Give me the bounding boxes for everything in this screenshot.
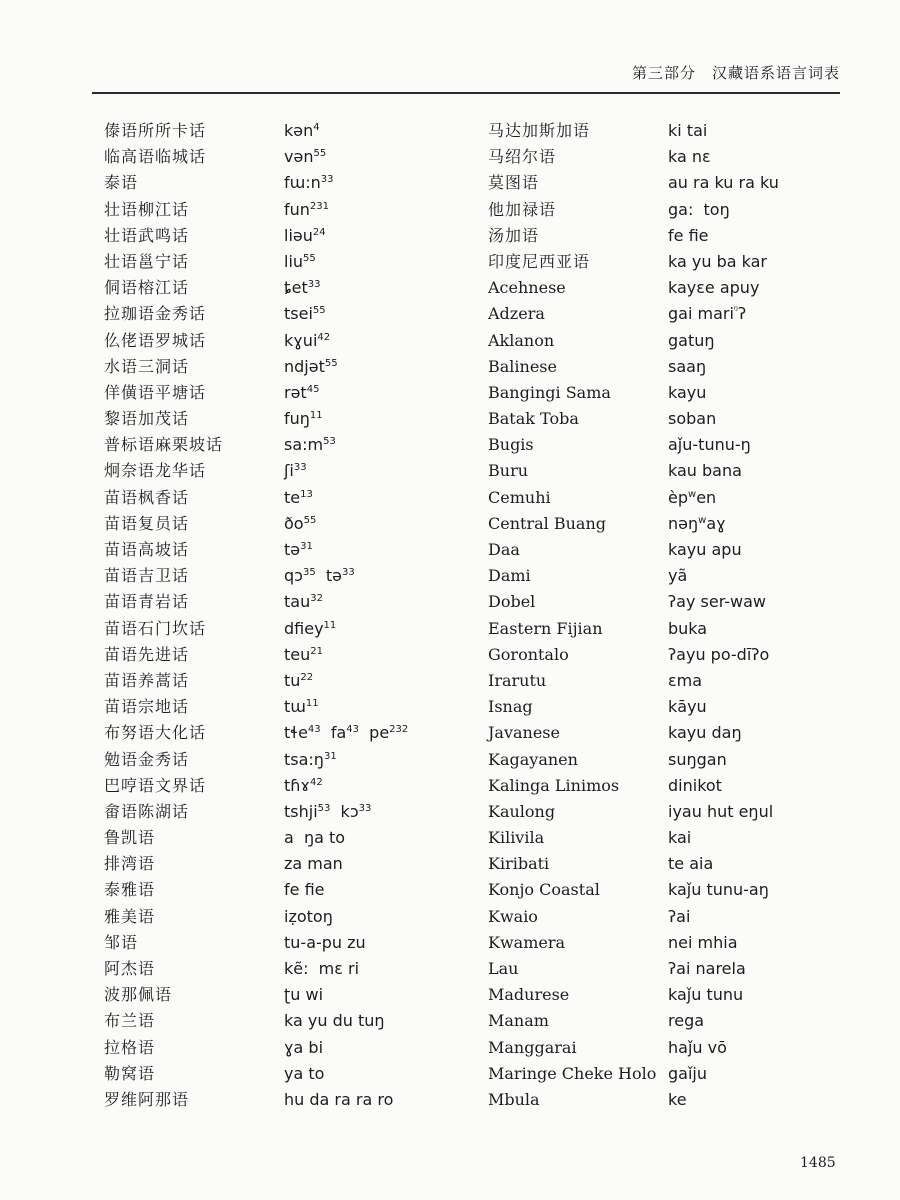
language-name: Bugis <box>488 435 534 455</box>
language-name: Dami <box>488 566 531 586</box>
language-name: 汤加语 <box>488 225 540 245</box>
tone-superscript: 13 <box>300 488 313 500</box>
language-name: 阿杰语 <box>104 959 156 978</box>
word-segment: gai mari <box>668 304 734 324</box>
language-name: Acehnese <box>488 278 566 298</box>
language-name: Daa <box>488 540 520 559</box>
language-name: Kiribati <box>488 854 550 874</box>
language-name: Kwaio <box>488 906 538 926</box>
word-form <box>668 223 858 249</box>
word-segment: iyau hut eŋul <box>668 801 774 821</box>
word-form <box>668 432 858 458</box>
word-segment: tə <box>284 540 301 559</box>
language-name: 黎语加茂话 <box>104 409 190 429</box>
language-name: Isnag <box>488 697 533 717</box>
language-name: 拉珈语金秀话 <box>104 304 207 324</box>
language-name: Manggarai <box>488 1037 577 1057</box>
tone-superscript: 24 <box>312 226 326 238</box>
tone-superscript: 55 <box>303 252 316 264</box>
language-name: Kilivila <box>488 828 545 848</box>
word-form <box>668 877 858 903</box>
word-segment: ke <box>668 1089 687 1109</box>
word-form <box>668 642 858 668</box>
word-form <box>668 485 858 511</box>
word-form <box>668 616 858 642</box>
word-segment: gatuŋ <box>668 330 715 350</box>
tone-superscript: 232 <box>389 724 409 736</box>
word-form <box>284 773 474 799</box>
language-name: Konjo Coastal <box>488 880 600 900</box>
word-form <box>284 747 474 773</box>
word-form <box>668 170 858 196</box>
running-header: 第三部分 汉藏语系语言词表 <box>631 64 840 82</box>
language-name: 傣语所所卡话 <box>104 121 207 140</box>
word-segment: ʔayu po-dīʔo <box>668 644 770 664</box>
word-segment: te <box>284 487 301 507</box>
language-name: 苗语宗地话 <box>104 697 190 717</box>
word-form <box>284 197 474 223</box>
word-segment: vən <box>284 147 314 167</box>
word-form <box>284 118 474 144</box>
word-form <box>284 930 474 956</box>
language-name: 壮语邕宁话 <box>104 251 190 271</box>
word-segment: kaǰu tunu <box>668 985 744 1005</box>
word-form <box>284 616 474 642</box>
word-segment: tsei <box>284 304 313 324</box>
word-form <box>668 197 858 223</box>
word-segment: ʔ <box>738 304 747 324</box>
word-segment: aǰu-tunu-ŋ <box>668 435 751 455</box>
word-segment: rət <box>284 382 307 402</box>
word-form <box>284 825 474 851</box>
word-form <box>284 380 474 406</box>
tone-superscript: 33 <box>307 279 321 291</box>
word-form <box>284 301 474 327</box>
word-form <box>668 458 858 484</box>
language-name: 他加禄语 <box>488 199 557 219</box>
word-segment: kɣui <box>284 330 318 350</box>
left-word-column <box>284 118 474 1113</box>
language-name: Eastern Fijian <box>488 618 603 638</box>
word-segment: kayɛe apuy <box>668 278 760 298</box>
language-name: 印度尼西亚语 <box>488 251 591 271</box>
language-name: 水语三洞话 <box>104 356 190 376</box>
word-segment: qɔ <box>284 566 303 586</box>
word-form <box>284 1008 474 1034</box>
word-segment: au ra ku ra ku <box>668 173 779 193</box>
word-segment: ȶet <box>284 278 308 298</box>
language-name: 普标语麻栗坡话 <box>104 435 224 455</box>
word-segment: tɬe <box>284 723 308 743</box>
right-word-column <box>668 118 858 1113</box>
word-segment: nəŋ <box>668 513 699 533</box>
word-form <box>668 380 858 406</box>
tone-superscript: 55 <box>312 305 326 317</box>
language-name: Manam <box>488 1011 549 1031</box>
language-name: 炯奈语龙华话 <box>104 461 207 481</box>
word-form <box>284 485 474 511</box>
tone-superscript: 31 <box>323 750 337 762</box>
tone-superscript: 43 <box>307 724 321 736</box>
word-segment: fun <box>284 199 310 219</box>
word-form <box>284 799 474 825</box>
word-segment: tsa:ŋ <box>284 749 324 769</box>
language-name: 佯僙语平塘话 <box>104 382 207 402</box>
word-segment: ʃi <box>284 461 294 481</box>
left-language-column <box>104 118 274 1113</box>
language-name: Madurese <box>488 985 570 1005</box>
header-rule <box>92 92 840 94</box>
tone-superscript: 53 <box>317 802 331 814</box>
language-name: 邹语 <box>104 932 139 952</box>
tone-superscript: 55 <box>313 148 327 160</box>
language-name: 排湾语 <box>104 854 156 874</box>
language-name: Kaulong <box>488 801 556 821</box>
word-segment: liu <box>284 251 304 271</box>
word-form <box>284 1061 474 1087</box>
word-segment: fa <box>320 723 347 743</box>
language-name: Kwamera <box>488 932 566 952</box>
word-form <box>668 773 858 799</box>
word-segment: fɯ:n <box>284 173 321 193</box>
word-form <box>284 328 474 354</box>
language-name: 壮语武鸣话 <box>104 225 190 245</box>
word-segment: fuŋ <box>284 409 310 429</box>
word-form <box>668 1008 858 1034</box>
word-segment: tshji <box>284 801 318 821</box>
language-name: Aklanon <box>488 330 555 350</box>
language-name: 畲语陈湖话 <box>104 801 190 821</box>
word-form <box>668 354 858 380</box>
word-form <box>284 432 474 458</box>
tone-superscript: 33 <box>293 462 307 474</box>
word-segment: ʔai <box>668 906 691 926</box>
language-name: 拉格语 <box>104 1037 156 1057</box>
language-name: 波那佩语 <box>104 985 173 1005</box>
tone-superscript: 53 <box>323 436 336 448</box>
word-form <box>668 825 858 851</box>
word-form <box>668 406 858 432</box>
language-name: 勉语金秀话 <box>104 749 190 769</box>
word-form <box>668 982 858 1008</box>
word-form <box>668 563 858 589</box>
word-segment: fe fie <box>668 225 709 245</box>
word-segment: ʔai narela <box>668 959 746 978</box>
word-segment: ga: toŋ <box>668 199 730 219</box>
word-form <box>668 144 858 170</box>
tone-superscript: 33 <box>358 802 372 814</box>
tone-superscript: 43 <box>346 724 359 736</box>
tone-superscript: w <box>698 514 707 526</box>
language-name: 壮语柳江话 <box>104 199 190 219</box>
word-segment: gaǐju <box>668 1063 707 1083</box>
word-form <box>284 1035 474 1061</box>
tone-superscript: 21 <box>310 645 323 657</box>
word-form <box>668 511 858 537</box>
word-segment: dinikot <box>668 775 722 795</box>
word-segment: dfiey <box>284 618 324 638</box>
word-segment: haǰu vō <box>668 1037 727 1057</box>
word-segment: rega <box>668 1011 705 1031</box>
word-form <box>284 275 474 301</box>
word-form <box>284 170 474 196</box>
language-name: 泰语 <box>104 173 139 193</box>
word-form <box>284 720 474 746</box>
word-segment: soban <box>668 409 717 429</box>
tone-superscript: 31 <box>300 541 313 552</box>
tone-superscript: 35 <box>302 567 316 579</box>
word-form <box>668 275 858 301</box>
word-form <box>284 642 474 668</box>
tone-superscript: ᵑ <box>733 305 738 317</box>
language-name: Mbula <box>488 1089 540 1109</box>
word-form <box>668 956 858 982</box>
word-segment: tə <box>315 566 342 586</box>
word-segment: ɛma <box>668 670 703 690</box>
language-name: 苗语养蒿话 <box>104 670 190 690</box>
tone-superscript: w <box>688 488 697 500</box>
word-form <box>284 904 474 930</box>
word-form <box>668 720 858 746</box>
word-segment: a ŋa to <box>284 828 346 848</box>
word-segment: ʈu wi <box>284 985 324 1005</box>
word-segment: za man <box>284 854 343 874</box>
word-segment: iẓotoŋ <box>284 906 333 926</box>
word-segment: teu <box>284 644 311 664</box>
word-form <box>284 458 474 484</box>
language-name: 苗语复员话 <box>104 513 190 533</box>
language-name: 泰雅语 <box>104 880 156 900</box>
language-name: Gorontalo <box>488 644 569 664</box>
language-name: 布兰语 <box>104 1011 156 1031</box>
word-form <box>668 668 858 694</box>
word-segment: kẽ: mɛ ri <box>284 959 360 978</box>
language-name: 苗语吉卫话 <box>104 566 190 586</box>
language-name: Javanese <box>488 723 560 743</box>
word-form <box>284 589 474 615</box>
word-form <box>284 668 474 694</box>
word-segment: tu-a-pu zu <box>284 932 366 952</box>
word-segment: liəu <box>284 225 313 245</box>
word-form <box>284 982 474 1008</box>
word-form <box>284 144 474 170</box>
tone-superscript: 11 <box>305 698 319 710</box>
word-form <box>284 563 474 589</box>
word-segment: hu da ra ra ro <box>284 1089 394 1109</box>
language-name: Balinese <box>488 356 557 376</box>
word-form <box>668 1035 858 1061</box>
language-name: Buru <box>488 461 529 481</box>
language-name: 苗语青岩话 <box>104 592 190 612</box>
language-name: 苗语石门坎话 <box>104 618 207 638</box>
word-segment: èp <box>668 487 688 507</box>
word-segment: tɦɤ <box>284 775 310 795</box>
word-form <box>668 799 858 825</box>
language-name: Bangingi Sama <box>488 382 611 402</box>
word-form <box>668 1061 858 1087</box>
language-name: Maringe Cheke Holo <box>488 1063 657 1083</box>
word-segment: kaǰu tunu-aŋ <box>668 880 769 900</box>
language-name: Adzera <box>488 304 545 324</box>
word-form <box>668 904 858 930</box>
word-segment: ya to <box>284 1063 325 1083</box>
tone-superscript: 42 <box>309 776 323 788</box>
tone-superscript: 45 <box>306 383 320 395</box>
language-name: 苗语高坡话 <box>104 540 190 559</box>
word-segment: kau bana <box>668 461 742 481</box>
word-segment: ʔay ser-waw <box>668 592 767 612</box>
language-name: 马达加斯加语 <box>488 121 591 140</box>
word-segment: kāyu <box>668 697 707 717</box>
language-name: 鲁凯语 <box>104 828 156 848</box>
right-language-column <box>488 118 658 1113</box>
language-name: 苗语枫香话 <box>104 487 190 507</box>
language-name: 马绍尔语 <box>488 147 557 167</box>
word-form <box>668 118 858 144</box>
language-name: 布努语大化话 <box>104 723 207 743</box>
tone-superscript: 42 <box>317 331 331 343</box>
word-segment: ndjət <box>284 356 325 376</box>
language-name: 临高语临城话 <box>104 147 207 167</box>
word-segment: ki tai <box>668 121 708 140</box>
tone-superscript: 33 <box>320 174 334 186</box>
word-form <box>284 249 474 275</box>
language-name: 勒窝语 <box>104 1063 156 1083</box>
tone-superscript: 4 <box>313 122 320 133</box>
word-form <box>668 694 858 720</box>
tone-superscript: 55 <box>324 357 338 369</box>
language-name: Cemuhi <box>488 487 551 507</box>
language-name: 雅美语 <box>104 906 156 926</box>
tone-superscript: 32 <box>310 593 323 605</box>
page-number: 1485 <box>800 1155 836 1171</box>
word-segment: tau <box>284 592 311 612</box>
word-segment: sa:m <box>284 435 324 455</box>
word-form <box>284 694 474 720</box>
language-name: Kagayanen <box>488 749 578 769</box>
language-name: 仫佬语罗城话 <box>104 330 207 350</box>
word-segment: ka yu ba kar <box>668 251 767 271</box>
word-segment: aɣ <box>706 513 726 533</box>
language-name: 侗语榕江话 <box>104 278 190 298</box>
word-segment: fe fie <box>284 880 325 900</box>
word-segment: en <box>696 487 717 507</box>
language-name: 莫图语 <box>488 173 540 193</box>
word-form <box>284 223 474 249</box>
word-form <box>668 930 858 956</box>
tone-superscript: 33 <box>341 567 355 579</box>
word-form <box>284 851 474 877</box>
tone-superscript: 11 <box>323 619 337 631</box>
word-segment: te aia <box>668 854 714 874</box>
tone-superscript: 11 <box>309 410 323 422</box>
language-name: Central Buang <box>488 513 606 533</box>
word-form <box>668 328 858 354</box>
language-name: Batak Toba <box>488 409 579 429</box>
tone-superscript: 231 <box>309 200 330 212</box>
word-segment: tu <box>284 670 301 690</box>
word-form <box>668 1087 858 1113</box>
word-segment: ðo <box>284 513 304 533</box>
word-segment: kən <box>284 121 314 140</box>
word-segment: nei mhia <box>668 932 738 952</box>
tone-superscript: 22 <box>300 671 314 683</box>
word-form <box>668 537 858 563</box>
word-form <box>284 877 474 903</box>
word-segment: suŋgan <box>668 749 727 769</box>
word-form <box>284 354 474 380</box>
word-segment: kayu <box>668 382 707 402</box>
word-segment: buka <box>668 618 708 638</box>
word-form <box>284 406 474 432</box>
word-form <box>668 589 858 615</box>
word-segment: ka nɛ <box>668 147 711 167</box>
word-form <box>284 537 474 563</box>
word-segment: ka yu du tuŋ <box>284 1011 385 1031</box>
word-form <box>668 301 858 327</box>
language-name: 罗维阿那语 <box>104 1089 190 1109</box>
word-form <box>668 249 858 275</box>
tone-superscript: 55 <box>303 514 317 526</box>
word-segment: ɣa bi <box>284 1037 324 1057</box>
language-name: Lau <box>488 959 519 978</box>
language-name: 巴哼语文界话 <box>104 775 207 795</box>
language-name: Kalinga Linimos <box>488 775 620 795</box>
word-form <box>284 1087 474 1113</box>
word-form <box>284 511 474 537</box>
word-form <box>668 747 858 773</box>
word-segment: yã <box>668 566 688 586</box>
word-segment: kayu apu <box>668 540 742 559</box>
language-name: Dobel <box>488 592 536 612</box>
word-form <box>668 851 858 877</box>
word-segment: kai <box>668 828 692 848</box>
word-form <box>284 956 474 982</box>
language-name: Irarutu <box>488 670 547 690</box>
word-segment: kayu daŋ <box>668 723 742 743</box>
language-name: 苗语先进话 <box>104 644 190 664</box>
word-segment: tɯ <box>284 697 306 717</box>
word-segment: saaŋ <box>668 356 707 376</box>
word-segment: kɔ <box>330 801 359 821</box>
word-segment: pe <box>359 723 390 743</box>
